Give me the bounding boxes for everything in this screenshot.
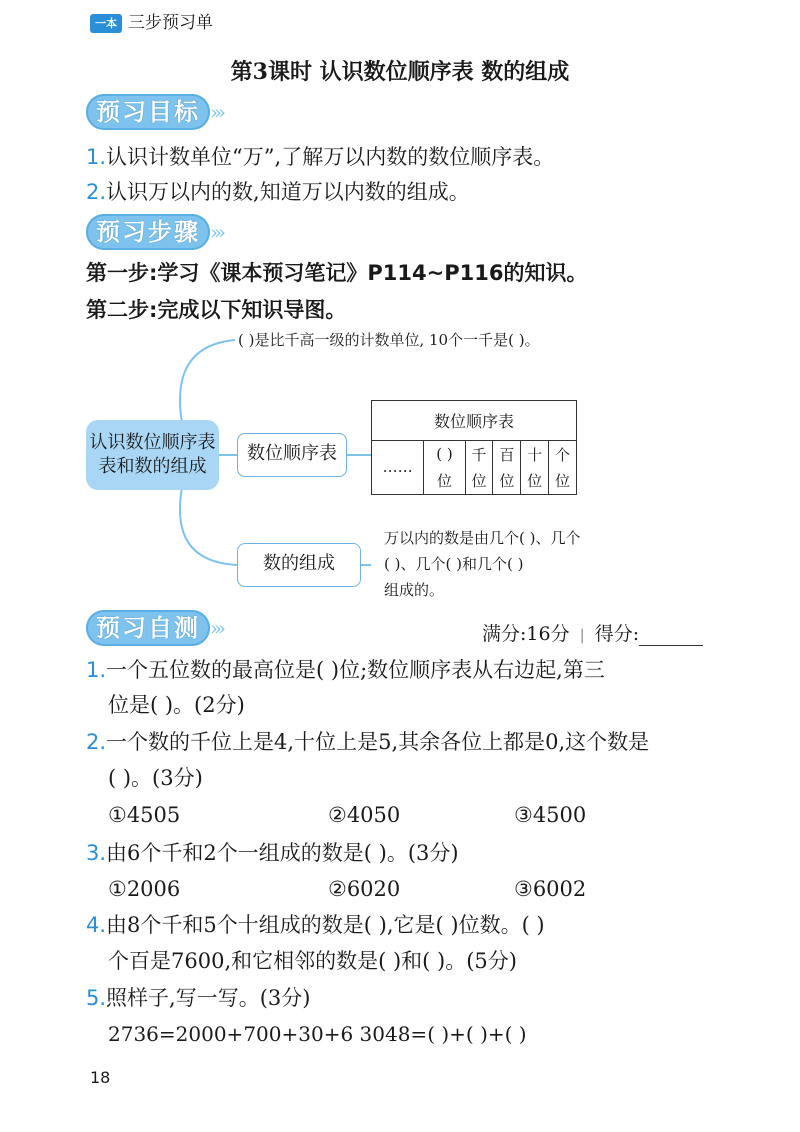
question-5 <box>86 983 310 1013</box>
question-number: 3. <box>86 841 107 865</box>
page-number: 18 <box>90 1068 111 1087</box>
question-text-cont: 个百是7600,和它相邻的数是( )和( )。(5分) <box>108 949 517 973</box>
chevron-right-icon: ››› <box>210 100 222 124</box>
section-steps-label: 预习步骤 <box>86 214 210 250</box>
option[interactable]: ②4050 <box>328 803 401 827</box>
full-score: 满分:16分 <box>482 623 570 645</box>
question-number: 4. <box>86 913 107 937</box>
question-3 <box>86 838 459 868</box>
question-text: 由8个千和5个十组成的数是( ),它是( )位数。( ) <box>106 913 545 937</box>
score-separator: | <box>579 626 585 644</box>
question-text: 一个五位数的最高位是( )位;数位顺序表从右边起,第三 <box>106 658 605 682</box>
section-selftest-label: 预习自测 <box>86 610 210 646</box>
mindmap-center-node <box>86 420 219 490</box>
table-title: 数位顺序表 <box>372 401 577 441</box>
option[interactable]: ①4505 <box>108 803 181 827</box>
chevron-right-icon: ››› <box>210 220 222 244</box>
table-col-bottom: 位 <box>465 467 493 494</box>
step-two: 第二步:完成以下知识导图。 <box>86 298 347 322</box>
table-col-top: 十 <box>521 440 549 467</box>
question-number: 2. <box>86 730 107 754</box>
mindmap-node-place-table: 数位顺序表 <box>237 433 347 477</box>
table-dots: …… <box>372 440 424 494</box>
table-col-bottom: 位 <box>549 467 577 494</box>
table-col-top: ( ) <box>424 440 465 467</box>
composition-line: 组成的。 <box>384 581 445 599</box>
section-goals-label: 预习目标 <box>86 94 210 130</box>
composition-line: ( )、几个( )和几个( ) <box>384 555 524 573</box>
question-text: 由6个千和2个一组成的数是( )。(3分) <box>106 841 459 865</box>
question-text: 照样子,写一写。(3分) <box>106 986 311 1010</box>
table-col-top: 百 <box>493 440 521 467</box>
question-number: 1. <box>86 658 107 682</box>
score-label: 得分: <box>594 623 640 645</box>
mindmap-node-composition: 数的组成 <box>237 543 361 587</box>
question-1 <box>86 655 605 685</box>
option[interactable]: ③6002 <box>514 877 587 901</box>
page-title: 第3课时 认识数位顺序表 数的组成 <box>230 59 570 85</box>
goal-number: 2. <box>86 180 107 204</box>
goal-number: 1. <box>86 145 107 169</box>
center-line: 表和数的组成 <box>98 456 207 477</box>
score-box <box>482 619 703 646</box>
question-text-cont: ( )。(3分) <box>108 766 203 790</box>
step-one: 第一步:学习《课本预习笔记》P114~P116的知识。 <box>86 261 588 285</box>
question-4 <box>86 910 545 940</box>
table-col-bottom: 位 <box>424 467 465 494</box>
question-text: 一个数的千位上是4,十位上是5,其余各位上都是0,这个数是 <box>106 730 650 754</box>
goal-text: 认识计数单位“万”,了解万以内数的数位顺序表。 <box>106 145 555 169</box>
question-2 <box>86 727 649 757</box>
question-number: 5. <box>86 986 107 1010</box>
table-col-bottom: 位 <box>493 467 521 494</box>
table-col-bottom: 位 <box>521 467 549 494</box>
center-line: 认识数位顺序表 <box>89 432 216 453</box>
option[interactable]: ②6020 <box>328 877 401 901</box>
brand-name: 三步预习单 <box>128 13 213 33</box>
question-text-cont: 2736=2000+700+30+6 3048=( )+( )+( ) <box>108 1022 527 1046</box>
table-col-top: 千 <box>465 440 493 467</box>
question-text-cont: 位是( )。(2分) <box>108 693 245 717</box>
table-col-top: 个 <box>549 440 577 467</box>
place-value-table <box>371 400 577 495</box>
goal-text: 认识万以内的数,知道万以内数的组成。 <box>106 180 470 204</box>
composition-line: 万以内的数是由几个( )、几个 <box>384 529 581 547</box>
chevron-right-icon: ››› <box>210 616 222 640</box>
brand-logo: 一本 <box>90 14 122 33</box>
score-blank[interactable] <box>639 625 703 646</box>
section-heading-selftest <box>86 610 222 646</box>
mindmap-top-text: ( )是比千高一级的计数单位, 10个一千是( )。 <box>238 331 540 349</box>
option[interactable]: ①2006 <box>108 877 181 901</box>
option[interactable]: ③4500 <box>514 803 587 827</box>
